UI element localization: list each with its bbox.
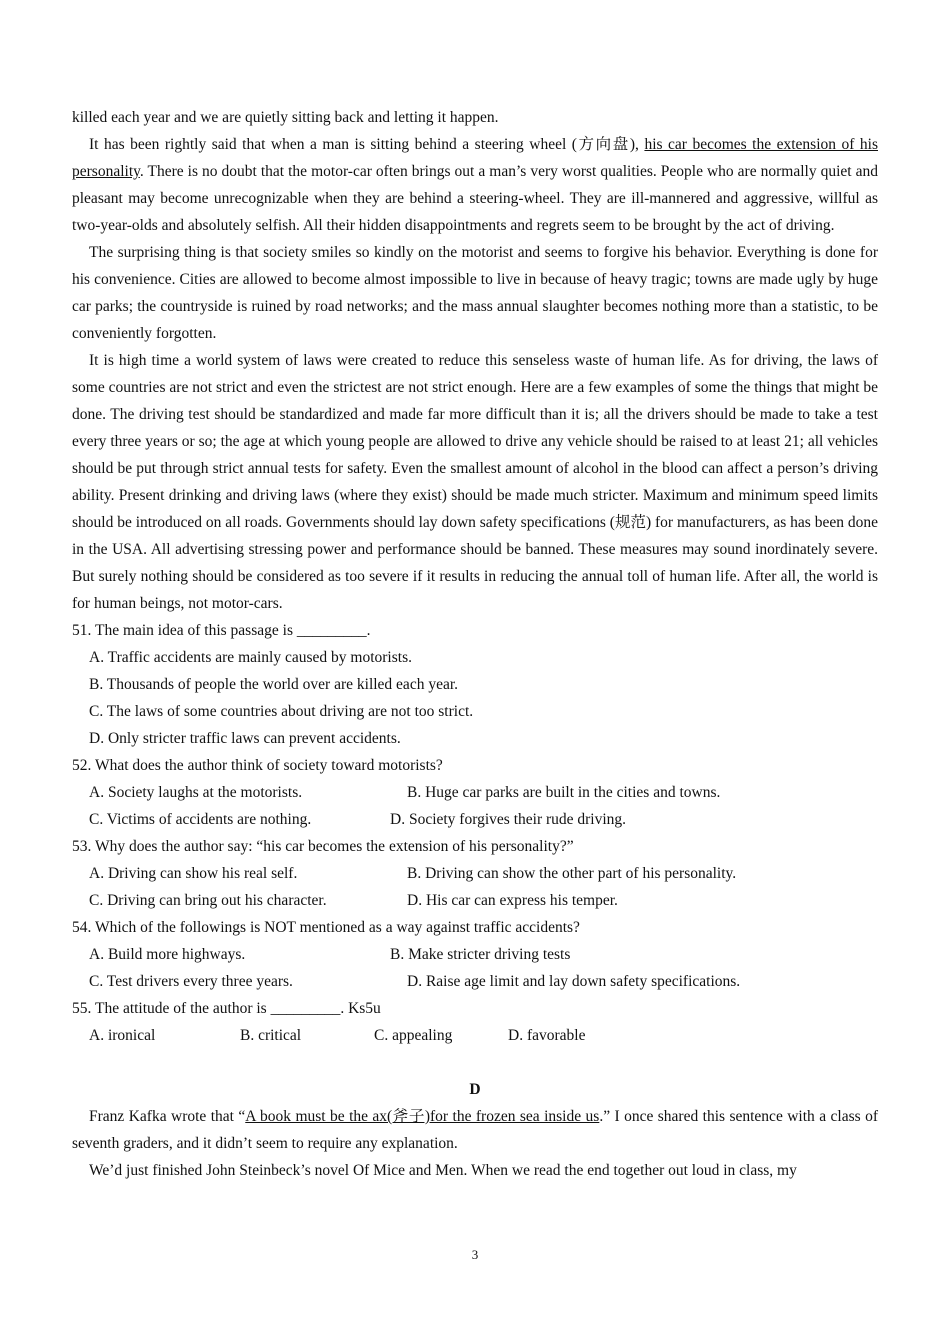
question-51-option-c: C. The laws of some countries about driving are not too strict. bbox=[89, 703, 474, 720]
paragraph-d-1-end: .” I once shared this sentence with a class of seventh graders, and it didn’t seem to require any explanation. bbox=[72, 1108, 878, 1152]
question-52-stem: 52. What does the author think of society toward motorists? bbox=[72, 757, 443, 774]
spacer bbox=[72, 1049, 878, 1076]
question-54-option-d: D. Raise age limit and lay down safety specifications. bbox=[407, 973, 741, 990]
question-55-option-b: B. critical bbox=[240, 1027, 302, 1044]
question-55-stem: 55. The attitude of the author is _________. Ks5u bbox=[72, 1000, 381, 1017]
page-number: 3 bbox=[471, 1247, 479, 1262]
question-53-stem: 53. Why does the author say: “his car becomes the extension of his personality?” bbox=[72, 838, 574, 855]
question-54-option-c: C. Test drivers every three years. bbox=[89, 973, 293, 990]
question-53-option-b: B. Driving can show the other part of his personality. bbox=[407, 865, 737, 882]
paragraph-c-2: The surprising thing is that society smiles so kindly on the motorist and seems to forgive his behavior. Everything is done for his convenience. Cities are allowed to become almost impossible to live in because of heavy tragic; towns are made ugly by huge car parks; the countryside is ruined by road networks; and the mass annual slaughter becomes nothing more than a statistic, to be conveniently forgotten. bbox=[72, 244, 878, 342]
question-51-option-b: B. Thousands of people the world over are killed each year. bbox=[89, 676, 459, 693]
question-52-row-2 bbox=[72, 806, 878, 833]
paragraph-c-1-start: It has been rightly said that when a man is sitting behind a steering wheel (方向盘), bbox=[89, 136, 645, 153]
question-54-row-1 bbox=[72, 941, 878, 968]
question-51-stem: 51. The main idea of this passage is _________. bbox=[72, 622, 371, 639]
question-53-row-2 bbox=[72, 887, 878, 914]
section-d-heading: D bbox=[469, 1081, 481, 1098]
paragraph-d-1 bbox=[72, 1103, 878, 1157]
question-54-row-2 bbox=[72, 968, 878, 995]
question-53-option-d: D. His car can express his temper. bbox=[407, 892, 618, 909]
underlined-quote: his car becomes the extension of his personality bbox=[72, 136, 878, 180]
question-52-option-a: A. Society laughs at the motorists. bbox=[89, 784, 303, 801]
paragraph-c-1-end: . There is no doubt that the motor-car often brings out a man’s very worst qualities. People who are normally quiet and pleasant may become unrecognizable when they are behind a steering-wheel. They are ill-mannered and aggressive, willful as two-year-olds and absolutely selfish. All their hidden disappointments and regrets seem to be brought by the act of driving. bbox=[72, 163, 878, 234]
question-55-row bbox=[72, 1022, 878, 1049]
question-52-row-1 bbox=[72, 779, 878, 806]
kafka-quote: A book must be the ax(斧子)for the frozen sea inside us bbox=[245, 1108, 600, 1125]
question-51-option-d: D. Only stricter traffic laws can prevent accidents. bbox=[89, 730, 401, 747]
question-55-option-d: D. favorable bbox=[508, 1027, 586, 1044]
paragraph-d-2: We’d just finished John Steinbeck’s novel Of Mice and Men. When we read the end together out loud in class, my bbox=[89, 1162, 797, 1179]
question-55-option-a: A. ironical bbox=[89, 1027, 156, 1044]
question-51-option-a: A. Traffic accidents are mainly caused by motorists. bbox=[89, 649, 412, 666]
question-53-option-c: C. Driving can bring out his character. bbox=[89, 892, 327, 909]
question-52-option-c: C. Victims of accidents are nothing. bbox=[89, 811, 312, 828]
question-53-row-1 bbox=[72, 860, 878, 887]
paragraph-d-1-start: Franz Kafka wrote that “ bbox=[89, 1108, 246, 1125]
question-52-option-d: D. Society forgives their rude driving. bbox=[390, 811, 627, 828]
question-54-stem: 54. Which of the followings is NOT mentioned as a way against traffic accidents? bbox=[72, 919, 580, 936]
question-54-option-a: A. Build more highways. bbox=[89, 946, 246, 963]
question-54-option-b: B. Make stricter driving tests bbox=[390, 946, 571, 963]
paragraph-c-3: It is high time a world system of laws were created to reduce this senseless waste of human life. As for driving, the laws of some countries are not strict and even the strictest are not strict enough. Here are a few examples of some the things that might be done. The driving test should be standardized and made far more difficult than it is; all the drivers should be made to take a test every three years or so; the age at which young people are allowed to drive any vehicle should be raised to at least 21; all vehicles should be put through strict annual tests for safety. Even the smallest amount of alcohol in the blood can affect a person’s driving ability. Present drinking and driving laws (where they exist) should be made much stricter. Maximum and minimum speed limits should be introduced on all roads. Governments should lay down safety specifications (规范) for manufacturers, as has been done in the USA. All advertising stressing power and performance should be banned. These measures may sound inordinately severe. But surely nothing should be considered as too severe if it results in reducing the annual toll of human life. After all, the world is for human beings, not motor-cars. bbox=[72, 352, 878, 612]
paragraph-c-1 bbox=[72, 131, 878, 239]
question-55-option-c: C. appealing bbox=[374, 1027, 453, 1044]
document-page bbox=[72, 104, 878, 1184]
question-53-option-a: A. Driving can show his real self. bbox=[89, 865, 298, 882]
paragraph-c-0: killed each year and we are quietly sitting back and letting it happen. bbox=[72, 109, 499, 126]
question-52-option-b: B. Huge car parks are built in the cities and towns. bbox=[407, 784, 721, 801]
